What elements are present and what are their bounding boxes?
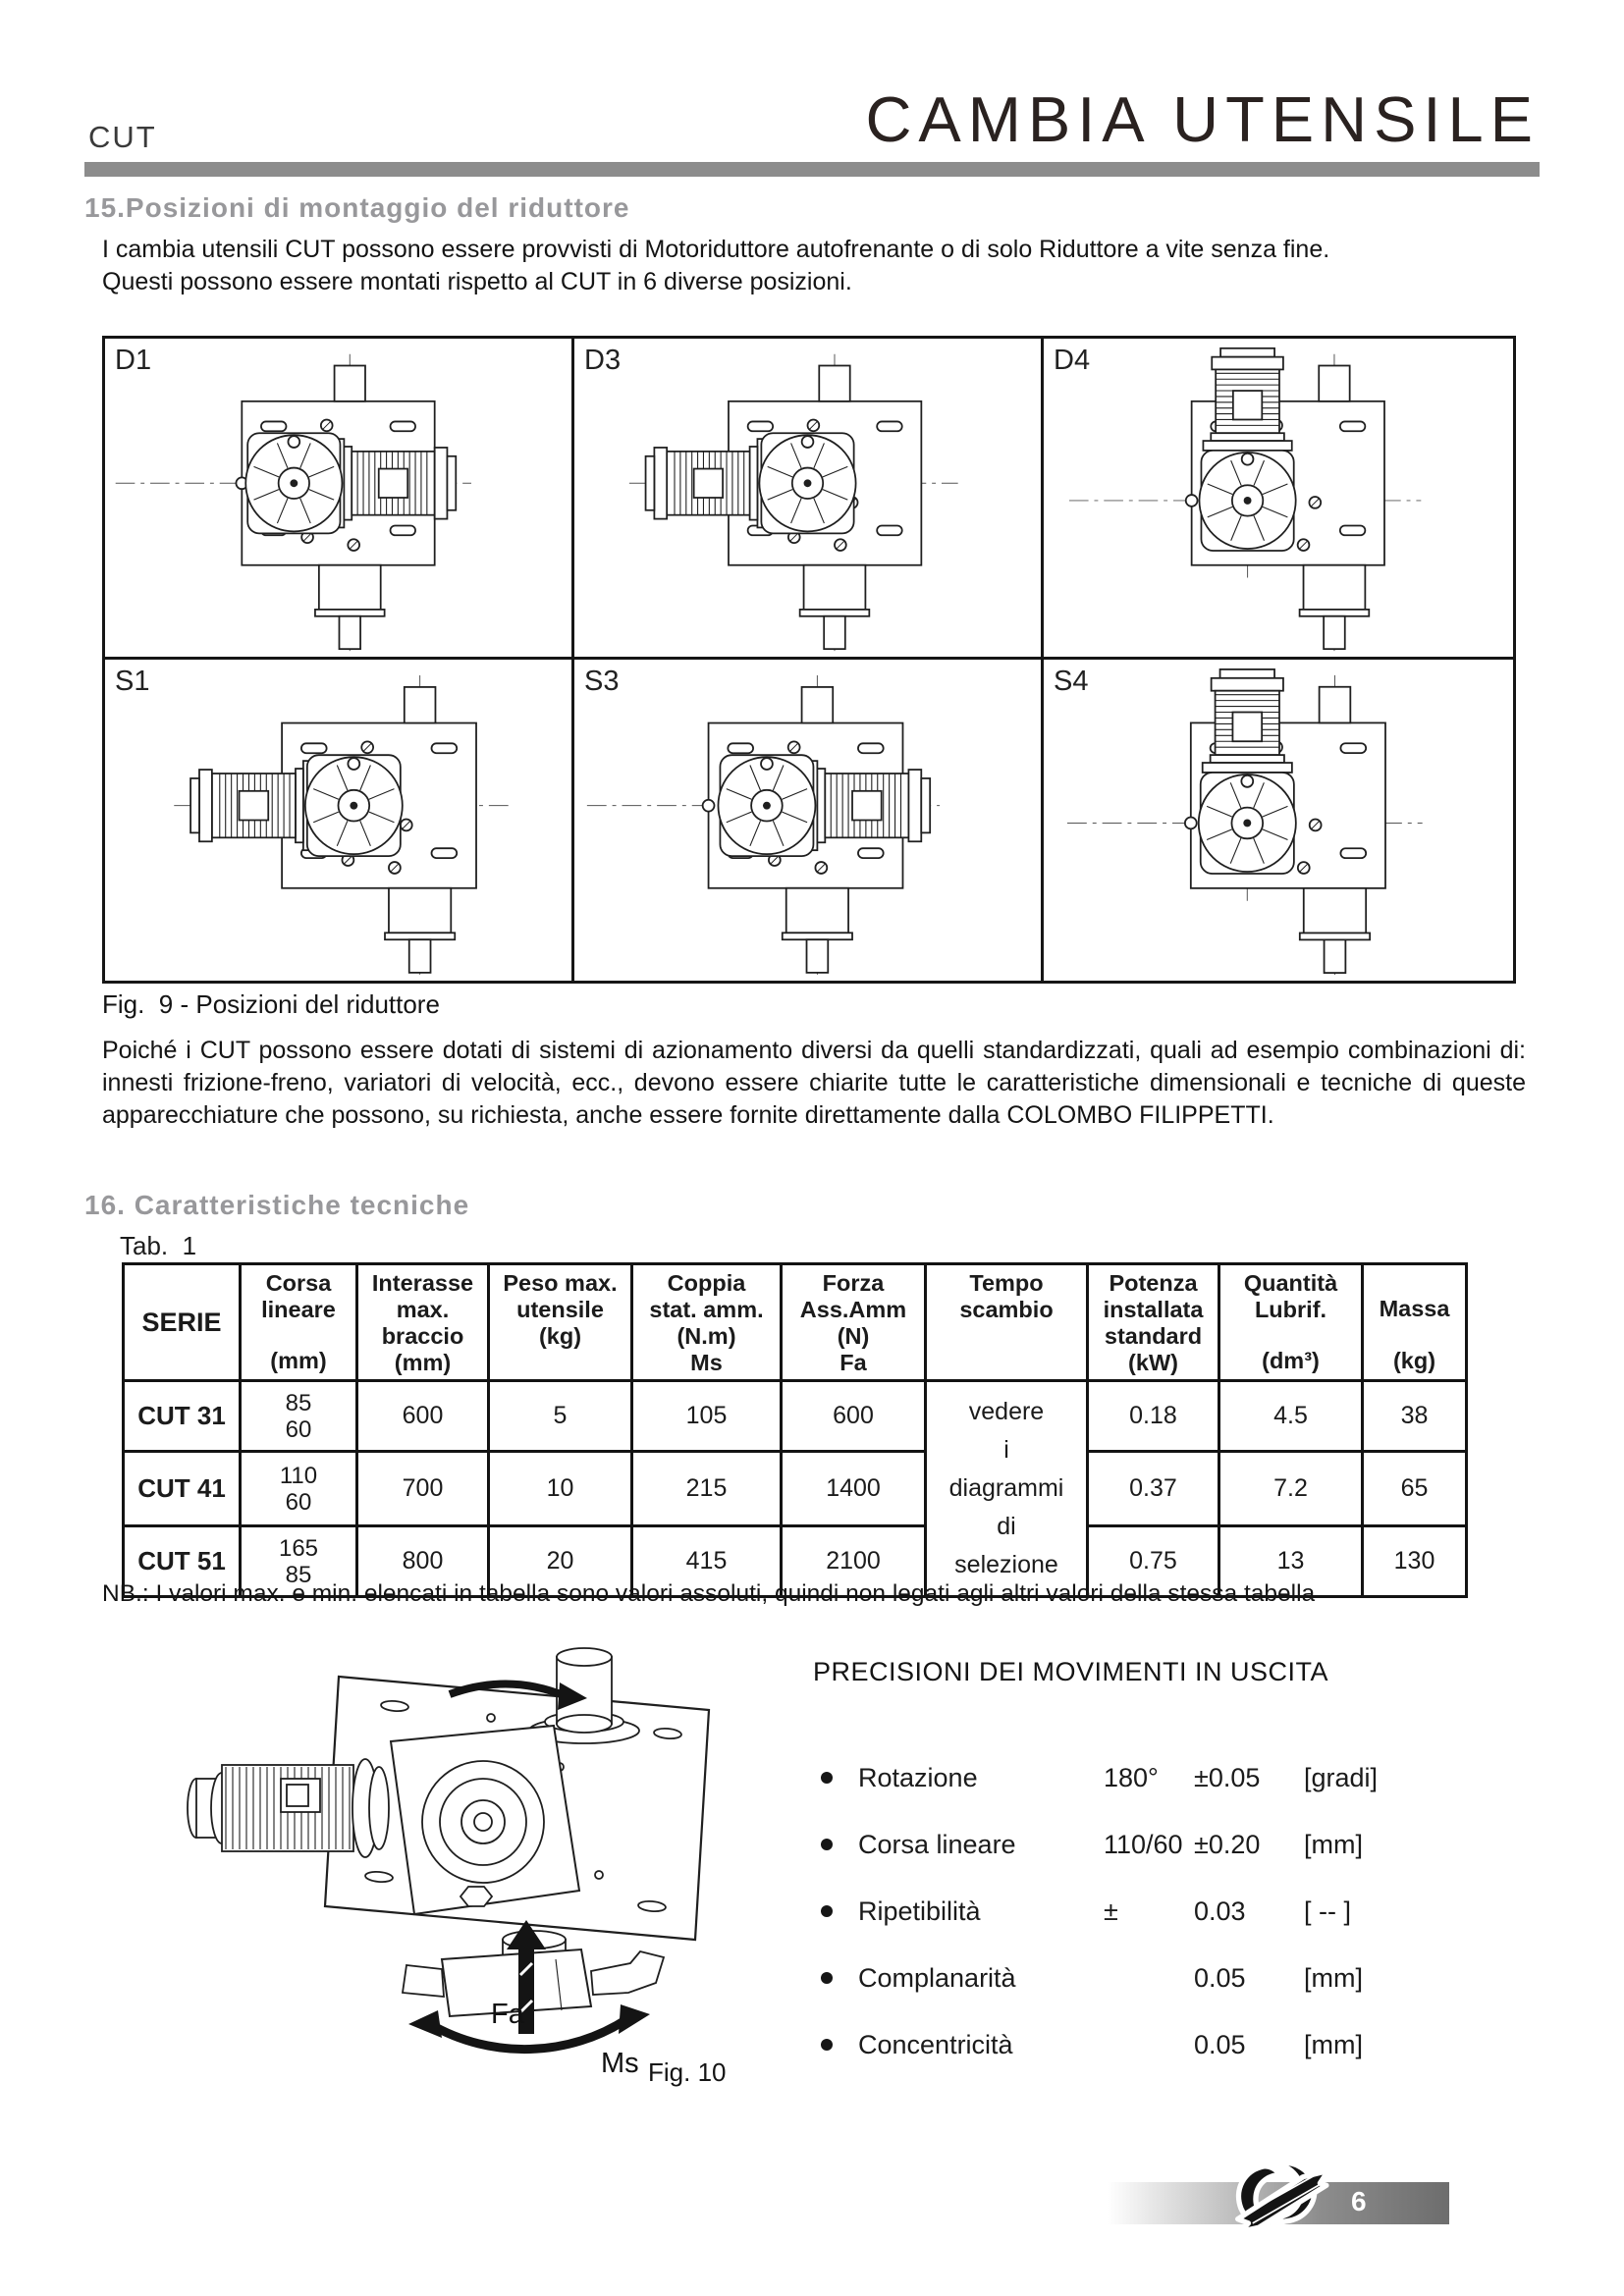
col-header-tempo: Tempo scambio: [926, 1264, 1088, 1381]
gearbox-position-drawing: [1044, 660, 1513, 981]
section-15-paragraph-2: Poiché i CUT possono essere dotati di sistemi di azionamento diversi da quelli standardizzati, quali ad esempio combinazioni di: innesti frizione-freno, variatori di velocità, ecc., devono essere chiarite tutte le caratteristiche dimensionali e tecniche di queste apparecchiature che possono, su richiesta, anche essere fornite direttamente dalla COLOMBO FILIPPETTI.: [102, 1037, 1526, 1129]
cell-corsa: 110 60: [241, 1452, 357, 1526]
bullet-icon: [821, 1905, 833, 1917]
list-item: Corsa lineare 110/60 ±0.20 [mm]: [813, 1811, 1461, 1878]
position-label: D4: [1054, 345, 1091, 376]
cell-corsa: 85 60: [241, 1381, 357, 1452]
precision-list: [813, 1744, 1461, 2078]
header-divider-bar: [84, 162, 1540, 177]
table-row: [124, 1452, 1467, 1526]
technical-characteristics-table: [122, 1262, 1468, 1598]
bullet-icon: [821, 2039, 833, 2051]
cell-peso: 20: [489, 1526, 632, 1597]
gearbox-position-drawing: [105, 339, 571, 657]
paragraph-line: I cambia utensili CUT possono essere provvisti di Motoriduttore autofrenante o di solo Riduttore a vite senza fine.: [102, 236, 1330, 263]
cell-quantita: 13: [1219, 1526, 1363, 1597]
cell-serie: CUT 31: [124, 1381, 241, 1452]
page-number: 6: [1351, 2186, 1367, 2216]
col-header-serie: SERIE: [124, 1264, 241, 1381]
section-15-heading: 15.Posizioni di montaggio del riduttore: [84, 192, 630, 223]
output-precision-block: [813, 1657, 1461, 2078]
section-16-heading: 16. Caratteristiche tecniche: [84, 1190, 470, 1220]
cell-peso: 10: [489, 1452, 632, 1526]
position-cell-s3: [574, 660, 1044, 981]
cell-forza: 2100: [782, 1526, 926, 1597]
col-header-peso: Peso max. utensile (kg): [489, 1264, 632, 1381]
ms-axis-label: Ms: [601, 2048, 639, 2079]
bullet-icon: [821, 1772, 833, 1784]
table-header-row: [124, 1264, 1467, 1381]
position-cell-d3: [574, 339, 1044, 660]
cell-serie: CUT 41: [124, 1452, 241, 1526]
cell-quantita: 7.2: [1219, 1452, 1363, 1526]
position-label: D3: [584, 345, 622, 376]
col-header-interasse: Interasse max. braccio (mm): [357, 1264, 489, 1381]
table-note: NB.: I valori max. e min. elencati in tabella sono valori assoluti, quindi non legati agli altri valori della stessa tabella: [102, 1580, 1316, 1607]
cell-massa: 130: [1363, 1526, 1467, 1597]
position-label: D1: [115, 345, 152, 376]
tool-changer-isometric-drawing: [137, 1629, 795, 2091]
section-15-paragraph: [102, 234, 1528, 298]
cell-interasse: 800: [357, 1526, 489, 1597]
cell-potenza: 0.75: [1088, 1526, 1219, 1597]
cell-tempo-scambio: vedere i diagrammi di selezione: [926, 1381, 1088, 1597]
cell-forza: 1400: [782, 1452, 926, 1526]
position-label: S1: [115, 666, 150, 697]
cell-interasse: 600: [357, 1381, 489, 1452]
figure9-positions-grid: [102, 336, 1516, 984]
table-row: [124, 1381, 1467, 1452]
cell-quantita: 4.5: [1219, 1381, 1363, 1452]
position-cell-d1: [105, 339, 574, 660]
cell-corsa: 165 85: [241, 1526, 357, 1597]
col-header-forza: Forza Ass.Amm (N) Fa: [782, 1264, 926, 1381]
list-item: Rotazione 180° ±0.05 [gradi]: [813, 1744, 1461, 1811]
cell-massa: 65: [1363, 1452, 1467, 1526]
paragraph-line: Questi possono essere montati rispetto al CUT in 6 diverse posizioni.: [102, 268, 852, 295]
list-item: Ripetibilità ± 0.03 [ -- ]: [813, 1878, 1461, 1945]
list-item: Complanarità 0.05 [mm]: [813, 1945, 1461, 2011]
list-item: Concentricità 0.05 [mm]: [813, 2011, 1461, 2078]
cell-serie: CUT 51: [124, 1526, 241, 1597]
position-cell-s1: [105, 660, 574, 981]
cell-potenza: 0.37: [1088, 1452, 1219, 1526]
table-label: Tab. 1: [120, 1231, 197, 1260]
company-logo: [1227, 2154, 1343, 2238]
position-cell-s4: [1044, 660, 1513, 981]
col-header-quantita: Quantità Lubrif. (dm³): [1219, 1264, 1363, 1381]
position-label: S3: [584, 666, 620, 697]
col-header-coppia: Coppia stat. amm. (N.m) Ms: [632, 1264, 782, 1381]
bullet-icon: [821, 1972, 833, 1984]
gearbox-position-drawing: [105, 660, 571, 981]
cell-forza: 600: [782, 1381, 926, 1452]
figure9-caption: Fig. 9 - Posizioni del riduttore: [102, 989, 440, 1019]
bullet-icon: [821, 1839, 833, 1850]
col-header-massa: Massa (kg): [1363, 1264, 1467, 1381]
position-cell-d4: [1044, 339, 1513, 660]
gearbox-position-drawing: [574, 660, 1041, 981]
position-label: S4: [1054, 666, 1089, 697]
figure10-caption: Fig. 10: [648, 2057, 727, 2087]
precision-title: PRECISIONI DEI MOVIMENTI IN USCITA: [813, 1657, 1329, 1686]
cell-peso: 5: [489, 1381, 632, 1452]
cell-coppia: 105: [632, 1381, 782, 1452]
gearbox-position-drawing: [574, 339, 1041, 657]
product-code: CUT: [88, 120, 157, 154]
cell-coppia: 215: [632, 1452, 782, 1526]
col-header-corsa: Corsa lineare (mm): [241, 1264, 357, 1381]
fa-axis-label: Fa: [491, 1999, 524, 2030]
figure10-drawing-wrap: [137, 1629, 795, 2091]
gearbox-position-drawing: [1044, 339, 1513, 657]
cell-massa: 38: [1363, 1381, 1467, 1452]
cell-coppia: 415: [632, 1526, 782, 1597]
page-title: CAMBIA UTENSILE: [865, 83, 1540, 155]
cell-interasse: 700: [357, 1452, 489, 1526]
col-header-potenza: Potenza installata standard (kW): [1088, 1264, 1219, 1381]
cell-potenza: 0.18: [1088, 1381, 1219, 1452]
